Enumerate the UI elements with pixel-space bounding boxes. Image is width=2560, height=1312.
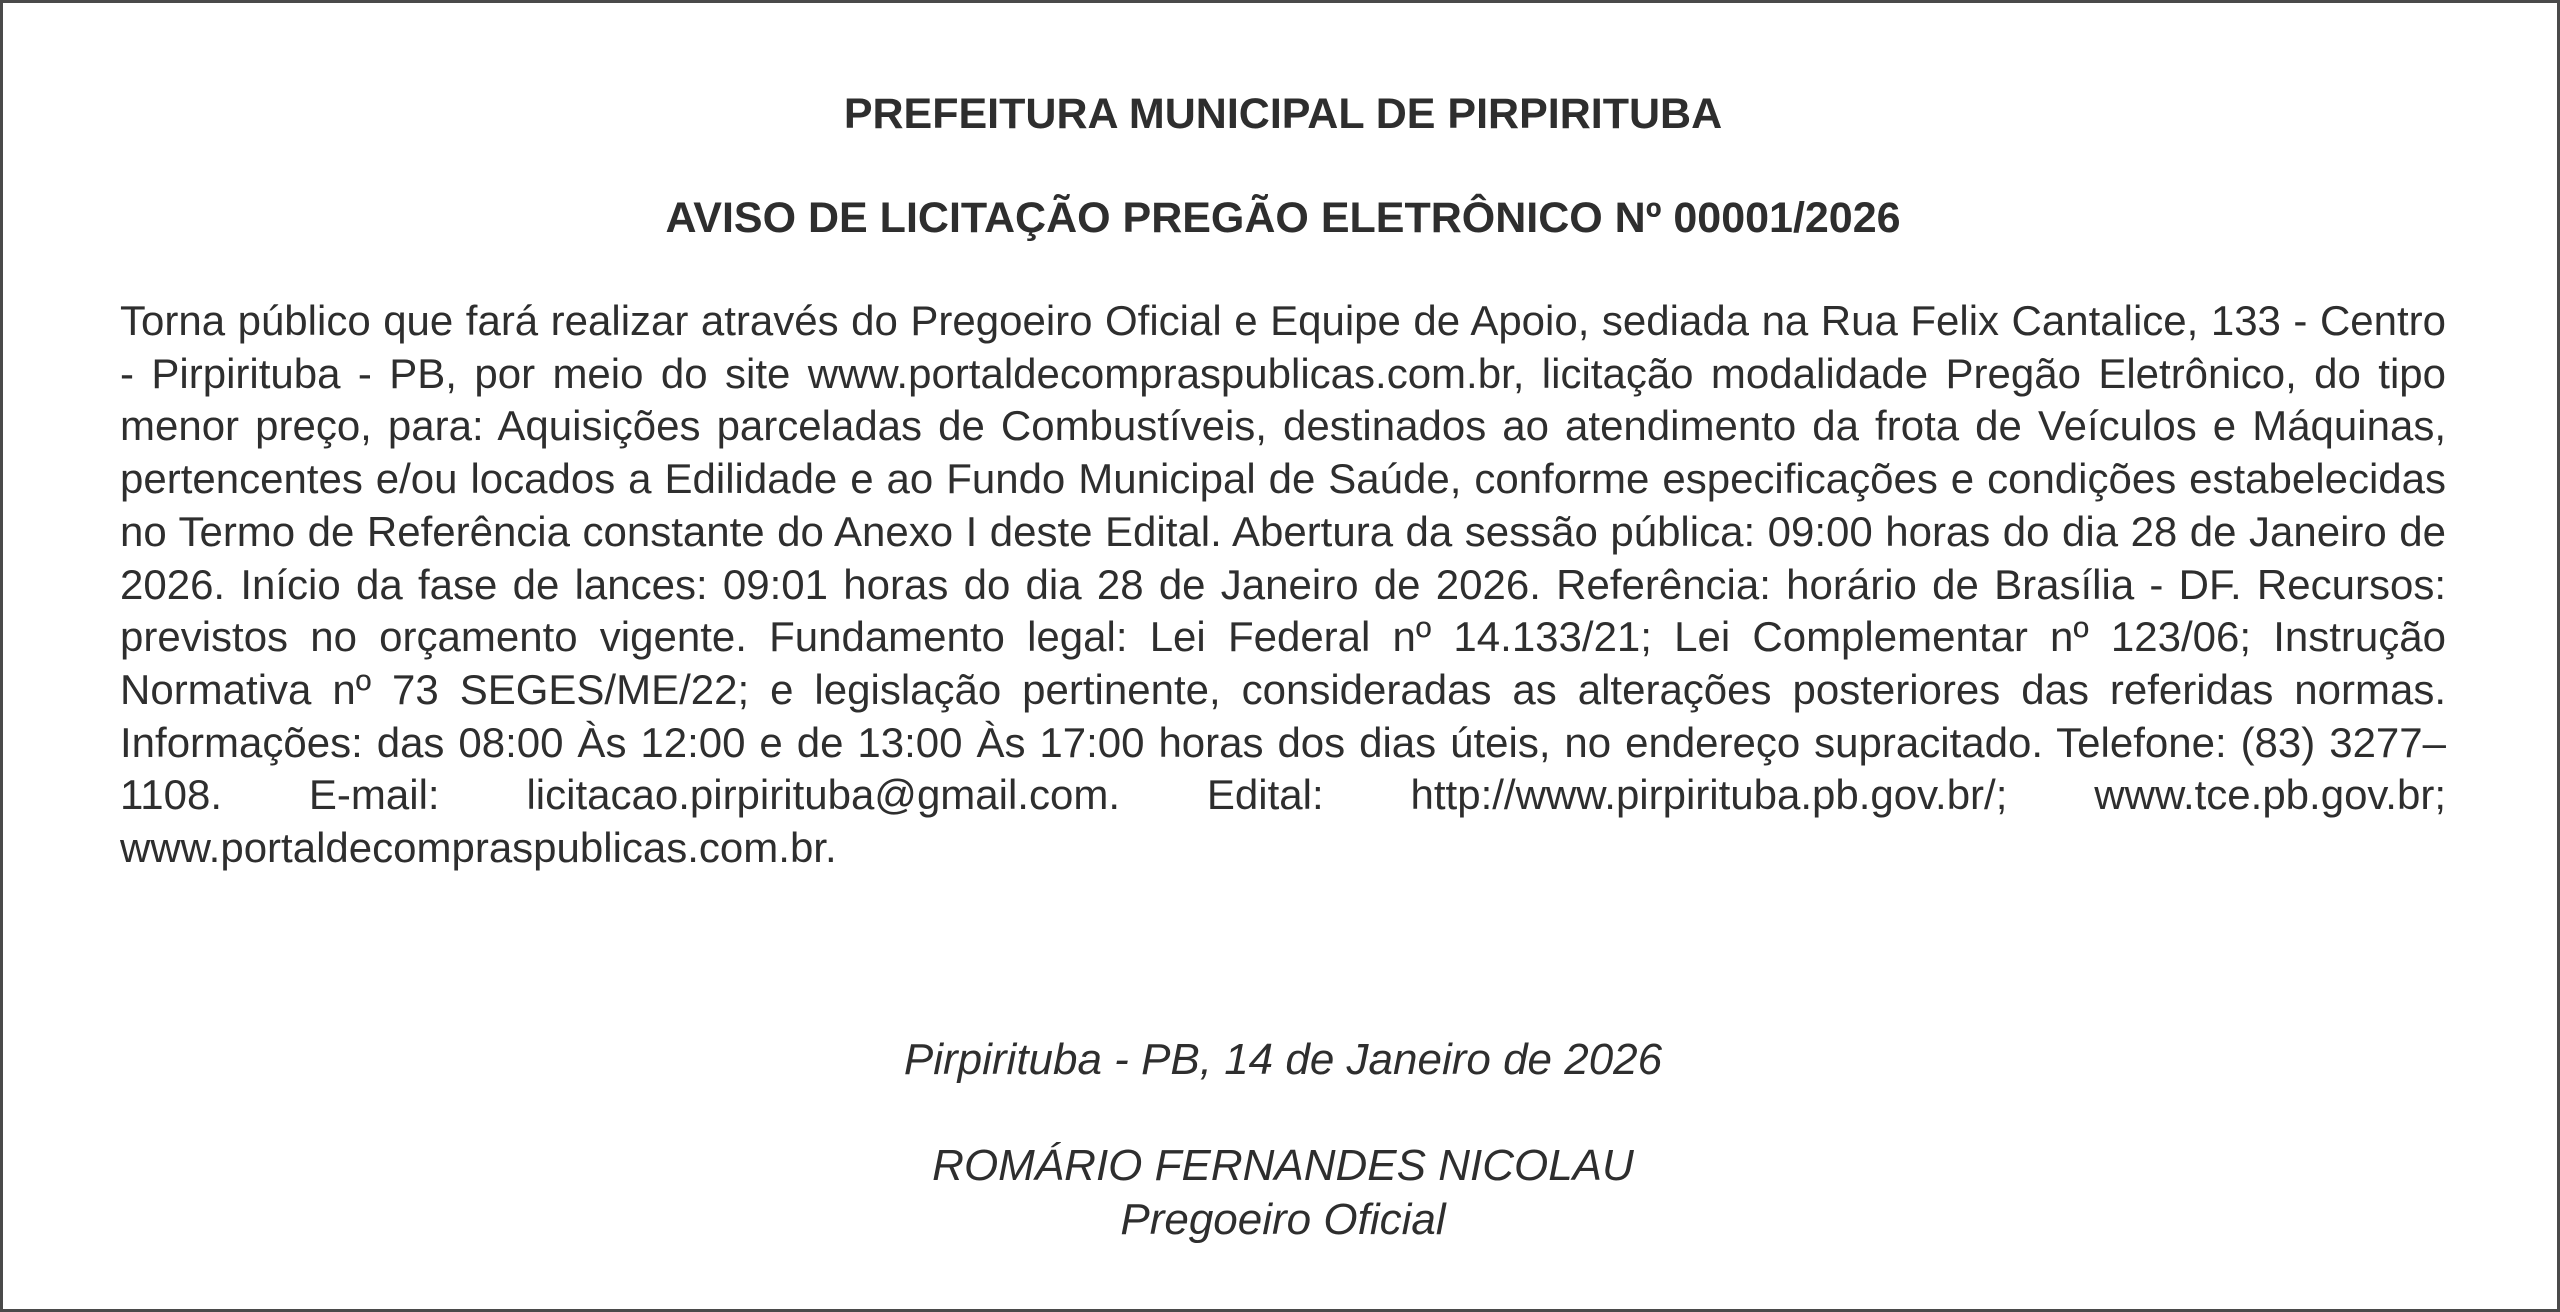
signer-role: Pregoeiro Oficial (1120, 1195, 1446, 1244)
notice-body: Torna público que fará realizar através do Pregoeiro Oficial e Equipe de Apoio, sediada na Rua Felix Cantalice, 133 - Centro - Pirpirituba - PB, por meio do site www.portaldecompraspublicas.com.br, licitação modalidade Pregão Eletrônico, do tipo menor preço, para: Aquisições parceladas de Combustíveis, destinados ao atendimento da frota de Veículos e Máquinas, pertencentes e/ou locados a Edilidade e ao Fundo Municipal de Saúde, conforme especificações e condições estabelecidas no Termo de Referência constante do Anexo I deste Edital. Abertura da sessão pública: 09:00 horas do dia 28 de Janeiro de 2026. Início da fase de lances: 09:01 horas do dia 28 de Janeiro de 2026. Referência: horário de Brasília - DF. Recursos: previstos no orçamento vigente. Fundamento legal: Lei Federal nº 14.133/21; Lei Complementar nº 123/06; Instrução Normativa nº 73 SEGES/ME/22; e legislação pertinente, consideradas as alterações posteriores das referidas normas. Informações: das 08:00 Às 12:00 e de 13:00 Às 17:00 horas dos dias úteis, no endereço supracitado. Telefone: (83) 3277–1108. E-mail: licitacao.pirpirituba@gmail.com. Edital: http://www.pirpirituba.pb.gov.br/; www.tce.pb.gov.br; www.portaldecompraspublicas.com.br. (120, 297, 2446, 872)
notice-title: AVISO DE LICITAÇÃO PREGÃO ELETRÔNICO Nº 00001/2026 (665, 194, 1901, 242)
organization-title: PREFEITURA MUNICIPAL DE PIRPIRITUBA (843, 90, 1723, 138)
place-date: Pirpirituba - PB, 14 de Janeiro de 2026 (903, 1035, 1663, 1084)
signer-name: ROMÁRIO FERNANDES NICOLAU (932, 1141, 1634, 1190)
